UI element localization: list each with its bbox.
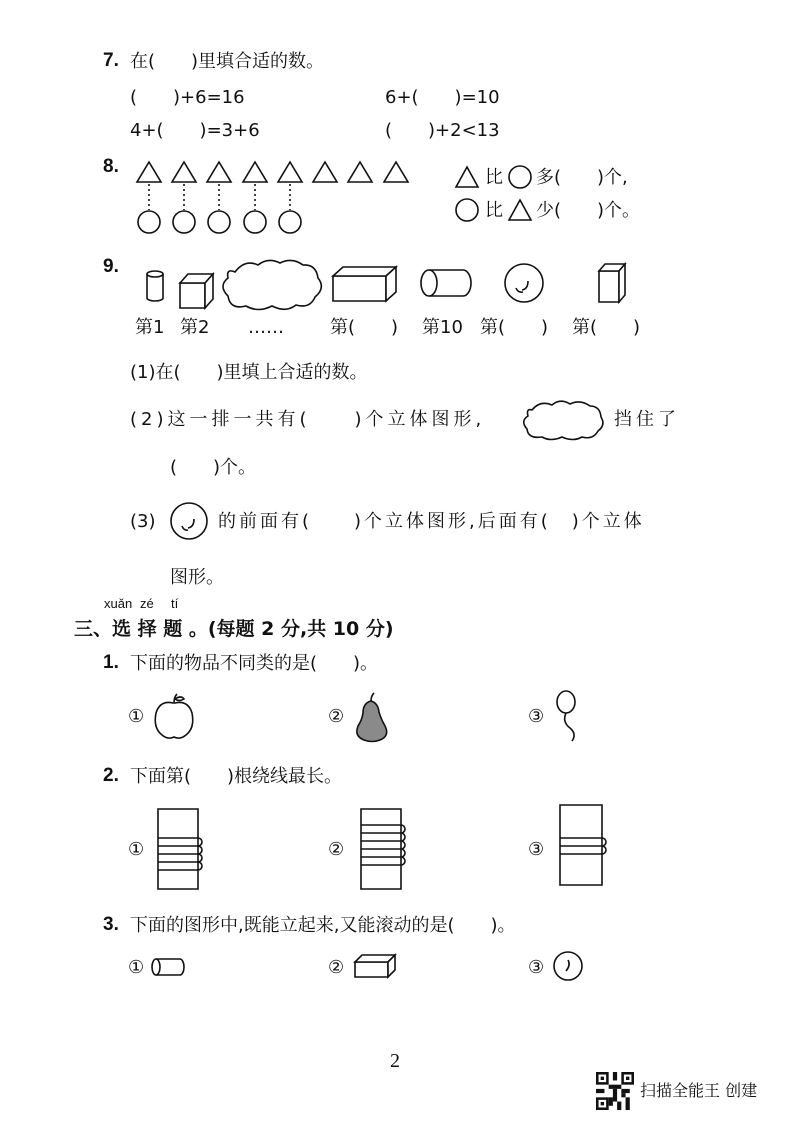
cuboid-icon xyxy=(355,955,395,977)
c2-option-1: ① xyxy=(128,839,145,860)
q9-part-1: (1)在( )里填上合适的数。 xyxy=(130,362,368,383)
q9-part-3-line2: 图形。 xyxy=(170,567,224,588)
q7-equation-2: 6+( )=10 xyxy=(385,87,500,108)
section-3-title: 三、选 择 题 。(每题 2 分,共 10 分) xyxy=(74,618,394,640)
c2-number: 2. xyxy=(103,765,119,786)
q8-compare-text-1a: 比 xyxy=(485,167,503,188)
c2-question: 下面第( )根绕线最长。 xyxy=(130,766,343,787)
q7-equation-3: 4+( )=3+6 xyxy=(130,120,260,141)
scanner-brand-text: 扫描全能王 创建 xyxy=(640,1081,758,1100)
q9-part-2-text: (2)这一排一共有( )个立体图形, xyxy=(130,409,486,430)
q7-equation-1: ( )+6=16 xyxy=(130,87,245,108)
page-number: 2 xyxy=(390,1050,400,1072)
q9-position-label-2: 第2 xyxy=(180,317,210,338)
q7-equation-4: ( )+2<13 xyxy=(385,120,500,141)
q8-compare-text-2b: 少( )个。 xyxy=(536,200,641,221)
q8-compare-text-1b: 多( )个, xyxy=(536,167,628,188)
c3-number: 3. xyxy=(103,914,119,935)
q9-position-label-1: 第1 xyxy=(135,317,165,338)
c2-option-3: ③ xyxy=(528,839,545,860)
q9-part-3-text: 的前面有( )个立体图形,后面有( )个立体 xyxy=(218,511,645,532)
c1-option-1: ① xyxy=(128,706,145,727)
c1-question: 下面的物品不同类的是( )。 xyxy=(130,653,379,674)
c3-option-2: ② xyxy=(328,957,345,978)
c3-option-1: ① xyxy=(128,957,145,978)
lying-cylinder-icon xyxy=(152,959,184,975)
c2-option-2: ② xyxy=(328,839,345,860)
q9-position-label-blank-2: 第( ) xyxy=(480,317,549,338)
ball-icon xyxy=(554,952,582,980)
q8-compare-text-2a: 比 xyxy=(485,200,503,221)
q9-part-3-label: (3) xyxy=(130,511,156,532)
c3-option-3: ③ xyxy=(528,957,545,978)
q7-title: 在( )里填合适的数。 xyxy=(130,51,325,72)
q9-ellipsis: …… xyxy=(248,317,284,338)
c1-number: 1. xyxy=(103,652,119,673)
q9-number: 9. xyxy=(103,256,119,277)
pinyin-ti: tí xyxy=(171,596,179,611)
q9-part-2-line2: ( )个。 xyxy=(170,457,257,478)
qr-code-icon xyxy=(596,1072,634,1110)
c3-question: 下面的图形中,既能立起来,又能滚动的是( )。 xyxy=(130,915,516,936)
q9-part-2-end: 挡住了 xyxy=(614,409,680,430)
q8-number: 8. xyxy=(103,156,119,177)
c1-option-2: ② xyxy=(328,706,345,727)
pinyin-xuan: xuǎn xyxy=(104,596,133,611)
q7-number: 7. xyxy=(103,50,119,71)
c1-option-3: ③ xyxy=(528,706,545,727)
q9-position-label-blank-1: 第( ) xyxy=(330,317,399,338)
pinyin-ze: zé xyxy=(140,596,154,611)
q9-position-label-blank-3: 第( ) xyxy=(572,317,641,338)
q9-position-label-10: 第10 xyxy=(422,317,463,338)
